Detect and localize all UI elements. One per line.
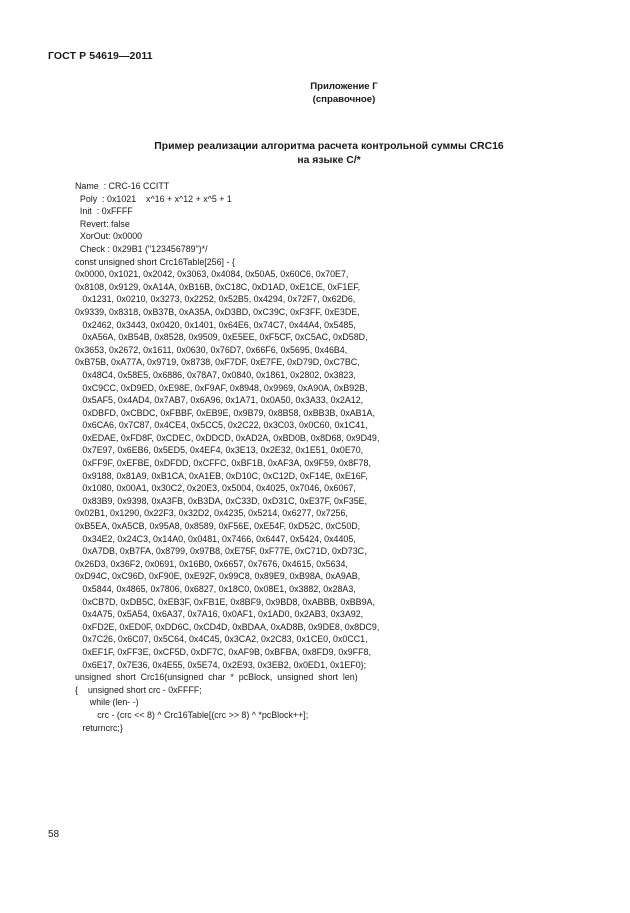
section-title [0,140,630,168]
code-line: 0xEDAE, 0xFD8F, 0xCDEC, 0xDDCD, 0xAD2A, 0xBD0B, 0x8D68, 0x9D49, [75,432,380,443]
code-line: 0x5844, 0x4865, 0x7806, 0x6827, 0x18C0, 0x08E1, 0x3882, 0x28A3, [75,584,356,594]
code-line: 0xFF9F, 0xEFBE, 0xDFDD, 0xCFFC, 0xBF1B, 0xAF3A, 0x9F59, 0x8F78, [75,458,371,469]
code-line: 0x1080, 0x00A1, 0x30C2, 0x20E3, 0x5004, 0x4025, 0x7046, 0x6067, [75,483,356,494]
code-line: crc - (crc << 8) ^ Crc16Table[(crc >> 8) ^ *pcBlock++]; [75,709,309,720]
code-line: while (len- -) [75,697,139,708]
code-line: 0x9339, 0x8318, 0xB37B, 0xA35A, 0xD3BD, 0xC39C, 0xF3FF, 0xE3DE, [75,306,360,317]
code-line: returncrc;} [75,722,123,733]
appendix-heading [0,80,630,106]
code-line: unsigned short Crc16(unsigned char * pcBlock, unsigned short len) [75,672,358,683]
code-line: Check : 0x29B1 ("123456789")*/ [75,243,208,254]
code-line: 0x6E17, 0x7E36, 0x4E55, 0x5E74, 0x2E93, 0x3EB2, 0x0ED1, 0x1EF0}; [75,659,367,670]
code-line: 0xFD2E, 0xED0F, 0xDD6C, 0xCD4D, 0xBDAA, 0xAD8B, 0x9DE8, 0x8DC9, [75,621,380,632]
code-line: 0xB5EA, 0xA5CB, 0x95A8, 0x8589, 0xF56E, 0xE54F, 0xD52C, 0xC50D, [75,521,361,532]
code-line: 0x2462, 0x3443, 0x0420, 0x1401, 0x64E6, 0x74C7, 0x44A4, 0x5485, [75,319,356,330]
code-line: 0x7E97, 0x6EB6, 0x5ED5, 0x4EF4, 0x3E13, 0x2E32, 0x1E51, 0x0E70, [75,445,364,456]
code-line: 0xA7DB, 0xB7FA, 0x8799, 0x97B8, 0xE75F, 0xF77E, 0xC71D, 0xD73C, [75,546,367,557]
code-line: Name : CRC-16 CCITT [75,181,170,191]
appendix-note: (справочное) [312,94,376,105]
code-line: 0x48C4, 0x58E5, 0x6886, 0x78A7, 0x0840, 0x1861, 0x2802, 0x3823, [75,369,356,380]
code-line: 0xB75B, 0xA77A, 0x9719, 0x8738, 0xF7DF, 0xE7FE, 0xD79D, 0xC7BC, [75,357,360,368]
code-line: 0x1231, 0x0210, 0x3273, 0x2252, 0x52B5, 0x4294, 0x72F7, 0x62D6, [75,294,356,305]
code-line: 0x8108, 0x9129, 0xA14A, 0xB16B, 0xC18C, 0xD1AD, 0xE1CE, 0xF1EF, [75,281,361,292]
code-line: Poly : 0x1021 x^16 + x^12 + x^5 + 1 [75,193,232,204]
code-line: 0x0000, 0x1021, 0x2042, 0x3063, 0x4084, 0x50A5, 0x60C6, 0x70E7, [75,269,349,280]
code-line: 0x4A75, 0x5A54, 0x6A37, 0x7A16, 0x0AF1, 0x1AD0, 0x2AB3, 0x3A92, [75,609,364,620]
page-number: 58 [48,829,60,840]
code-line: 0x7C26, 0x6C07, 0x5C64, 0x4C45, 0x3CA2, 0x2C83, 0x1CE0, 0x0CC1, [75,634,368,645]
code-line: 0x6CA6, 0x7C87, 0x4CE4, 0x5CC5, 0x2C22, 0x3C03, 0x0C60, 0x1C41, [75,420,368,431]
code-line: 0xA56A, 0xB54B, 0x8528, 0x9509, 0xE5EE, 0xF5CF, 0xC5AC, 0xD58D, [75,332,368,343]
code-line: Revert: false [75,218,130,229]
code-line: 0x02B1, 0x1290, 0x22F3, 0x32D2, 0x4235, 0x5214, 0x6277, 0x7256, [75,508,348,519]
code-listing [75,180,595,734]
appendix-label: Приложение Г [310,81,378,92]
code-line: 0x26D3, 0x36F2, 0x0691, 0x16B0, 0x6657, 0x7676, 0x4615, 0x5634, [75,558,348,569]
code-line: 0xEF1F, 0xFF3E, 0xCF5D, 0xDF7C, 0xAF9B, 0xBFBA, 0x8FD9, 0x9FF8, [75,646,371,657]
code-line: 0xCB7D, 0xDB5C, 0xEB3F, 0xFB1E, 0x8BF9, 0x9BD8, 0xABBB, 0xBB9A, [75,596,375,607]
code-line: { unsigned short crc - 0xFFFF; [75,684,202,695]
code-line: 0x3653, 0x2672, 0x1611, 0x0630, 0x76D7, 0x66F6, 0x5695, 0x46B4, [75,344,348,355]
code-line: const unsigned short Crc16Table[256] - { [75,256,235,267]
code-line: 0xD94C, 0xC96D, 0xF90E, 0xE92F, 0x99C8, 0x89E9, 0xB98A, 0xA9AB, [75,571,361,582]
code-line: 0x83B9, 0x9398, 0xA3FB, 0xB3DA, 0xC33D, 0xD31C, 0xE37F, 0xF35E, [75,495,368,506]
code-line: 0xDBFD, 0xCBDC, 0xFBBF, 0xEB9E, 0x9B79, 0x8B58, 0xBB3B, 0xAB1A, [75,407,375,418]
section-title-line-1: Пример реализации алгоритма расчета контрольной суммы CRC16 [154,141,504,152]
document-header: ГОСТ Р 54619—2011 [48,50,153,62]
code-line: 0x5AF5, 0x4AD4, 0x7AB7, 0x6A96, 0x1A71, 0x0A50, 0x3A33, 0x2A12, [75,395,364,406]
code-line: Init : 0xFFFF [75,206,133,217]
section-title-line-2: на языке С/* [297,155,361,166]
code-line: XorOut: 0x0000 [75,231,143,242]
code-line: 0x34E2, 0x24C3, 0x14A0, 0x0481, 0x7466, 0x6447, 0x5424, 0x4405, [75,533,356,544]
code-line: 0x9188, 0x81A9, 0xB1CA, 0xA1EB, 0xD10C, 0xC12D, 0xF14E, 0xE16F, [75,470,368,481]
code-line: 0xC9CC, 0xD9ED, 0xE98E, 0xF9AF, 0x8948, 0x9969, 0xA90A, 0xB92B, [75,382,368,393]
